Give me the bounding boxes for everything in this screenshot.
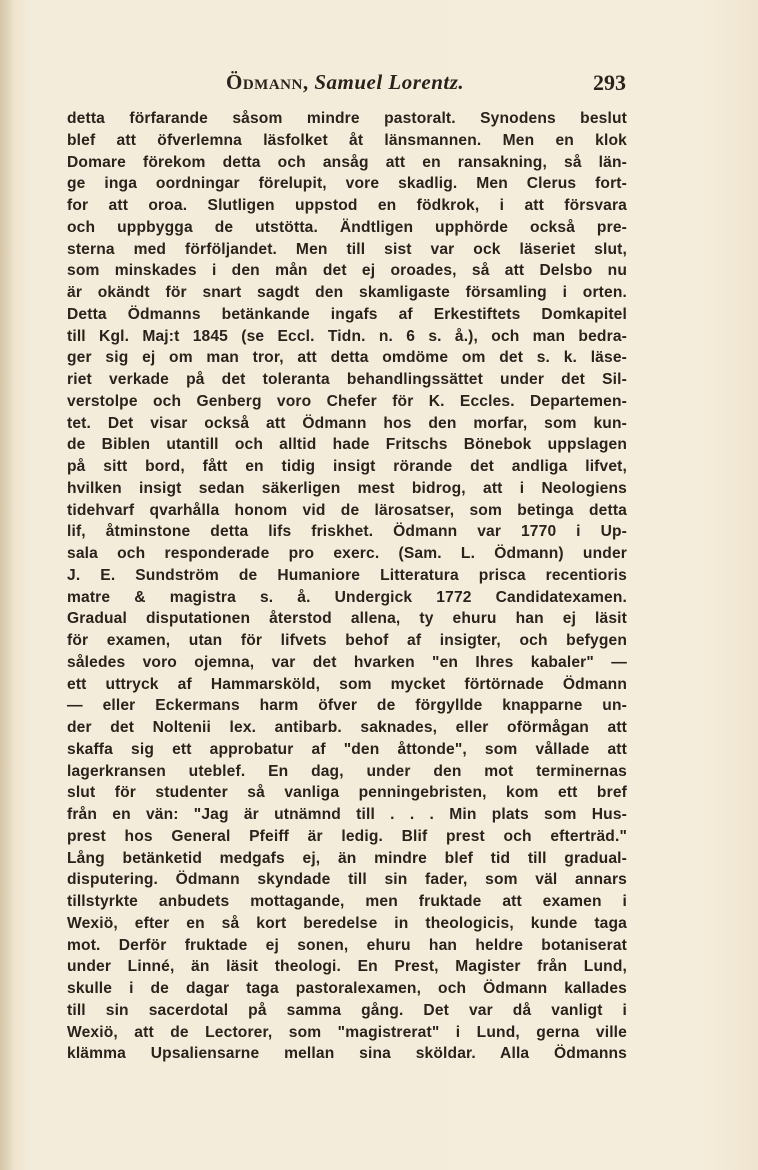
text-line: ge inga oordningar förelupit, vore skadlig. Men Clerus fort-	[67, 175, 627, 193]
text-line: verstolpe och Genberg voro Chefer för K. Eccles. Departemen-	[67, 392, 627, 410]
text-line: hvilken insigt sedan säkerligen mest bidrog, att i Neologiens	[67, 479, 627, 497]
text-line: J. E. Sundström de Humaniore Litteratura prisca recentioris	[67, 566, 627, 584]
text-line: der det Noltenii lex. antibarb. saknades, eller oförmågan att	[67, 719, 627, 736]
text-line: tet. Det visar också att Ödmann hos den morfar, som kun-	[67, 414, 627, 432]
text-line: Lång betänketid medgafs ej, än mindre blef tid till gradual-	[67, 849, 627, 867]
page-number: 293	[593, 70, 626, 95]
text-line: slut för studenter så vanliga penningebristen, kom ett bref	[67, 784, 627, 802]
text-line: disputering. Ödmann skyndade till sin fader, som väl annars	[67, 871, 627, 889]
text-line: och uppbygga de utstötta. Ändtligen upphörde också pre-	[67, 218, 627, 236]
text-line: lif, åtminstone detta lifs friskhet. Ödmann var 1770 i Up-	[67, 523, 627, 541]
text-line: skulle i de dagar taga pastoralexamen, och Ödmann kallades	[67, 980, 627, 997]
running-header	[70, 68, 630, 102]
text-line: Wexiö, efter en så kort beredelse in theologicis, kunde taga	[67, 914, 627, 932]
running-title: Ödmann, Samuel Lorentz.	[226, 70, 465, 94]
text-line: är okändt för snart sagdt den skamligaste församling i orten.	[67, 284, 627, 301]
text-line: matre & magistra s. å. Undergick 1772 Candidatexamen.	[67, 588, 627, 606]
body-text	[67, 108, 627, 1065]
text-line: prest hos General Pfeiff är ledig. Blif prest och efterträd."	[67, 827, 627, 845]
text-line: riet verkade på det toleranta behandlingssättet under det Sil-	[67, 371, 627, 388]
text-line: på sitt bord, fått en tidig insigt rörande det andliga lifvet,	[67, 458, 627, 475]
text-line: Wexiö, att de Lectorer, som "magistrerat" i Lund, gerna ville	[67, 1023, 627, 1041]
text-line: sterna med förföljandet. Men till sist var ock läseriet slut,	[67, 240, 627, 258]
text-line: sala och responderade pro exerc. (Sam. L. Ödmann) under	[67, 545, 627, 562]
text-line: for att oroa. Slutligen uppstod en födkrok, i att försvara	[67, 197, 627, 214]
text-line: de Biblen utantill och alltid hade Fritschs Bönebok uppslagen	[67, 436, 627, 454]
text-line: blef att öfverlemna läsfolket åt länsmannen. Men en klok	[67, 131, 627, 149]
text-line: tillstyrkte anbudets mottagande, men fruktade att examen i	[67, 893, 627, 910]
text-line: ger sig ej om man tror, att detta omdöme om det s. k. läse-	[67, 349, 627, 367]
text-line: ett uttryck af Hammarsköld, som mycket förtörnade Ödmann	[67, 675, 627, 693]
text-line: för examen, utan för lifvets behof af insigter, och befygen	[67, 632, 627, 649]
spine-shadow	[0, 0, 14, 1170]
text-line: till sin sacerdotal på samma gång. Det var då vanligt i	[67, 1001, 627, 1019]
text-line: från en vän: "Jag är utnämnd till . . . Min plats som Hus-	[67, 806, 627, 823]
text-line: under Linné, än läsit theologi. En Prest, Magister från Lund,	[67, 958, 627, 976]
text-line: Detta Ödmanns betänkande ingafs af Erkestiftets Domkapitel	[67, 305, 627, 323]
text-line: som minskades i den mån det ej oroades, så att Delsbo nu	[67, 262, 627, 280]
text-line: Gradual disputationen återstod allena, ty ehuru han ej läsit	[67, 610, 627, 628]
text-line: — eller Eckermans harm öfver de förgyllde knapparne un-	[67, 697, 627, 715]
text-line: således voro ojemna, var det hvarken "en Ihres kabaler" —	[67, 653, 627, 671]
text-line: mot. Derför fruktade ej sonen, ehuru han heldre botaniserat	[67, 936, 627, 954]
text-line: lagerkransen uteblef. En dag, under den mot terminernas	[67, 762, 627, 780]
running-title-given-names: Samuel Lorentz.	[314, 70, 465, 94]
text-line: detta förfarande såsom mindre pastoralt. Synodens beslut	[67, 110, 627, 127]
text-line: till Kgl. Maj:t 1845 (se Eccl. Tidn. n. 6 s. å.), och man bedra-	[67, 327, 627, 345]
text-line: tidehvarf qvarhålla honom vid de lärosatser, som betinga detta	[67, 501, 627, 519]
text-line: klämma Upsaliensarne mellan sina sköldar. Alla Ödmanns	[67, 1045, 627, 1063]
running-title-name: Ödmann	[226, 70, 303, 94]
text-line: Domare förekom detta och ansåg att en ransakning, så län-	[67, 153, 627, 171]
text-line: skaffa sig ett approbatur af "den åttonde", som vållade att	[67, 740, 627, 758]
